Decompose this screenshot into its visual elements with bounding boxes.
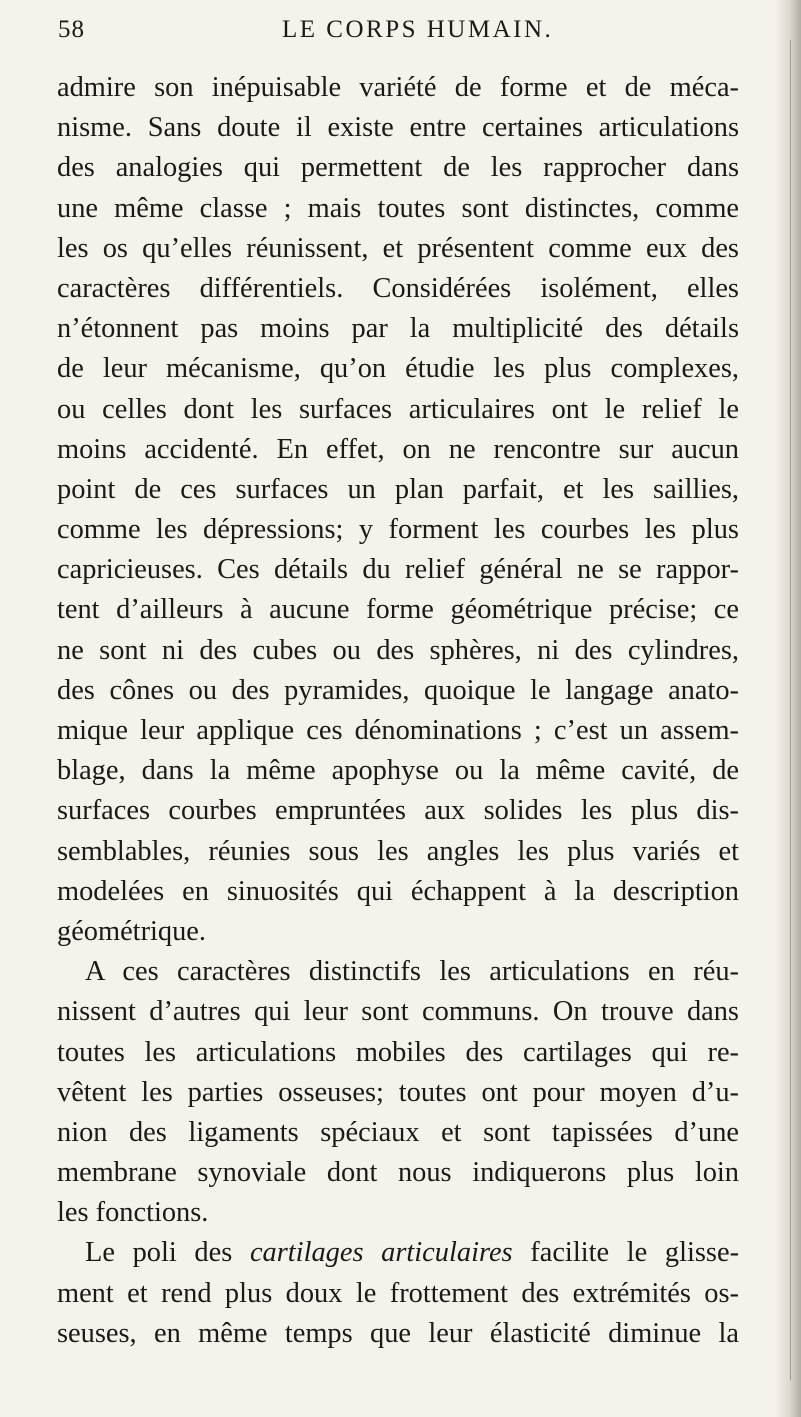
text-line: mique leur applique ces dénominations ; c’est un assem- bbox=[57, 715, 739, 746]
page-edge-shadow bbox=[775, 0, 801, 1417]
running-head: LE CORPS HUMAIN. bbox=[282, 16, 554, 43]
text-line: surfaces courbes empruntées aux solides les plus dis- bbox=[57, 795, 739, 827]
body-text bbox=[57, 68, 739, 1354]
text-line: nisme. Sans doute il existe entre certaines articulations bbox=[57, 112, 739, 144]
text-line: seuses, en même temps que leur élasticité diminue la bbox=[57, 1317, 739, 1349]
text-line: moins accidenté. En effet, on ne rencontre sur aucun bbox=[57, 433, 739, 465]
text-line: comme les dépressions; y forment les courbes les plus bbox=[57, 514, 739, 546]
text-line: caractères différentiels. Considérées isolément, elles bbox=[57, 272, 739, 304]
text-line: vêtent les parties osseuses; toutes ont pour moyen d’u- bbox=[57, 1076, 739, 1108]
text-line: A ces caractères distinctifs les articulations en réu- bbox=[85, 956, 739, 988]
text-line-with-italic bbox=[57, 1233, 739, 1273]
text-run: Le poli des bbox=[85, 1237, 250, 1269]
text-line: nissent d’autres qui leur sont communs. On trouve dans bbox=[57, 996, 739, 1028]
text-line: blage, dans la même apophyse ou la même cavité, de bbox=[57, 755, 739, 787]
text-line: nion des ligaments spéciaux et sont tapissées d’une bbox=[57, 1116, 739, 1148]
italic-term: cartilages articulaires bbox=[249, 1237, 513, 1269]
text-line: toutes les articulations mobiles des cartilages qui re- bbox=[57, 1036, 739, 1068]
text-line: ne sont ni des cubes ou des sphères, ni des cylindres, bbox=[57, 634, 739, 666]
text-line: point de ces surfaces un plan parfait, et les saillies, bbox=[57, 473, 739, 505]
text-line: de leur mécanisme, qu’on étudie les plus complexes, bbox=[57, 353, 739, 385]
text-line: membrane synoviale dont nous indiquerons plus loin bbox=[57, 1157, 739, 1189]
text-run: facilite le glisse- bbox=[512, 1237, 740, 1269]
page-edge-line bbox=[790, 40, 791, 1380]
text-line: semblables, réunies sous les angles les plus variés et bbox=[57, 835, 739, 867]
page-header bbox=[58, 16, 748, 56]
page-number: 58 bbox=[58, 16, 85, 43]
text-line: géométrique. bbox=[57, 915, 206, 947]
text-line: ment et rend plus doux le frottement des extrémités os- bbox=[57, 1277, 739, 1309]
text-line: admire son inépuisable variété de forme et de méca- bbox=[57, 72, 739, 103]
text-line: des cônes ou des pyramides, quoique le langage anato- bbox=[57, 674, 739, 706]
text-line: capricieuses. Ces détails du relief général ne se rappor- bbox=[57, 554, 739, 586]
text-line: des analogies qui permettent de les rapprocher dans bbox=[57, 152, 739, 184]
text-line: les os qu’elles réunissent, et présentent comme eux des bbox=[57, 232, 739, 264]
text-line: les fonctions. bbox=[57, 1197, 209, 1229]
text-line: ou celles dont les surfaces articulaires ont le relief le bbox=[57, 393, 739, 425]
text-line: une même classe ; mais toutes sont distinctes, comme bbox=[57, 192, 739, 224]
text-line: tent d’ailleurs à aucune forme géométrique précise; ce bbox=[57, 594, 739, 626]
text-line: modelées en sinuosités qui échappent à la description bbox=[57, 875, 739, 907]
text-line: n’étonnent pas moins par la multiplicité des détails bbox=[57, 313, 739, 345]
